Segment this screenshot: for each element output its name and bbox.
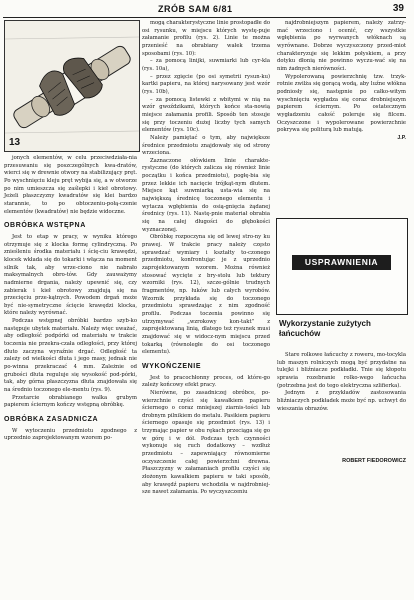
paragraph: Jest to pracochłonny proces, od które-go zależy końcowy efekt pracy. bbox=[142, 374, 270, 389]
paragraph: Podczas wstępnej obróbki bardzo szyb-ko następuje ubytek materiału. Należy więc uważać, aby odległość podpórki od materiału w trakcie toczenia nie przekra-czała odległości, przy której dłuto zaczyna wyraźnie drgać. Odległość ta zależy od wielkości dłuta i jego masy, jednak nie po-winna przekraczać 4 mm. Zależnie od grubości dłuta reguluje się wysokość pod-pórki, tak, aby górna płaszczyzna dłuta znajdowała się na średnio toczonego ele-mentu (rys. 9). bbox=[4, 318, 137, 394]
paragraph: najdrobniejszym papierem, należy zatrzy-mać wrzeciono i ocenić, czy wszystkie wgłębienia po wyrwanych włóknach są wyrównane. Dobrze wyczyszczony przed-miot charakteryzuje się lekkim połyskiem, a przy dotyku dłonią nie powinno wyczu-wać się na nim żadnych nierówności. bbox=[277, 20, 406, 72]
list-item: – za pomocą listewki z wbitymi w nią na wzór gwoździkami, których końce sta-nowią miejsce załamania profili. Sposób ten stosuje się przy toczeniu dużej liczby tych samych elementów (rys. 10c). bbox=[142, 96, 270, 134]
section-heading-wykonczenie: WYKOŃCZENIE bbox=[142, 362, 202, 370]
paragraph: W wytoczeniu przedmiotu zgodnego z uprzednio zaprojektowanym wzorem po- bbox=[4, 427, 137, 442]
paragraph: Zaznaczone ołówkiem linie charakte-rystyczne (do których zalicza się również linie początku i końca przedmiotu), pogłę-bia się przez lekkie ich nacięcie trójkąt-nym dłutem. Miejsce kąt suwmiarką usta-wia się na największą średnicę toczonego elementu i wytacza wgłębienia do osią-gnięcia żądanej średnicy (rys. 11). Nastę-pnie materiał obrabia się na całej długości do głębokości wyznaczonej. bbox=[142, 157, 270, 233]
column-1 bbox=[4, 155, 137, 443]
column-3 bbox=[277, 20, 406, 143]
paragraph: Stare rolkowe łańcuchy z roweru, mo-tocykla lub maszyn rolniczych mogą być przydatne na tulejki i bliźniacze podkładki. Tnie się kłopotu sprawia rozebranie rolko-wego łańcucha (potrzebna jest do tego elektryczna szlifierka). bbox=[277, 352, 406, 389]
paragraph: Wypolerowaną powierzchnię tzw. trzyk-rotnie zwilża się gorącą wodą, aby luźne włókna podniosły się, następnie po całko-witym wyschnięciu wygładza się coraz drobniejszym papierem ściernym. Po ostatecznym wygładzeniu całość poleruje się filcem. Oczyszczone i wypolerowane powierzchnie pokrywa się politurą lub matują. bbox=[277, 73, 406, 134]
paragraph: mogą charakterystyczne linie prostopadłe do osi rysunku, w miejscu których wystę-puje załamanie profilu (rys. 2). Linie te można przenieść na obrabiany wałek trzema sposobami (rys. 10): bbox=[142, 20, 270, 57]
usprawnienia-box bbox=[276, 218, 408, 315]
article-author: ROBERT FIEDOROWICZ bbox=[342, 458, 406, 464]
section-heading-obrobka-zasadnicza: OBRÓBKA ZASADNICZA bbox=[4, 416, 99, 423]
header-rule bbox=[3, 17, 406, 18]
list-item: – za pomocą linijki, suwmiarki lub cyr-kla (rys. 10a), bbox=[142, 58, 270, 72]
author-signature: J.P. bbox=[397, 134, 406, 141]
list-item: – przez zgięcie (po osi symetrii rysun-ku) kartki papieru, na której narysowany jest wzór (rys. 10b), bbox=[142, 73, 270, 95]
paragraph: Jednym z przykładów zastosowania bliźniaczych podkładek może być np. uchwyt do wieszania obrazów. bbox=[277, 390, 406, 412]
inset-article bbox=[277, 352, 406, 413]
article-title: Wykorzystanie zużytych łańcuchów bbox=[279, 319, 371, 338]
sanding-illustration bbox=[5, 21, 139, 151]
figure-13 bbox=[4, 20, 140, 152]
paragraph: Należy pamiętać o tym, aby największe średnice przedmiotu znajdowały się od strony wrzeciona. bbox=[142, 134, 270, 157]
section-banner: USPRAWNIENIA bbox=[292, 255, 391, 270]
paragraph: jonych elementów, w celu przeciwdziała-nia przesuwaniu się poszczególnych kwa-dratów, wierci się w drewnie otwory na stabilizujący pręt. Po wyschnięciu kleju pręt wybija się, a w otworze po nim umieszcza się zaślepki i kieł obrotowy. Jeżeli płaszczyzny kwadratów się klei bardzo starannie, to po obtoczeniu-połą-czenie elementów (kwadratów) nie będzie widoczne. bbox=[4, 155, 137, 215]
paragraph: Jest to etap w pracy, w wyniku którego otrzymuje się z klocka formę cylindryczną. Po znieśleniu środka materiału i ścię-ciu krawędzi, klocek wkłada się do tokarki i włącza na moment silnik tak, aby wrze-ciono nie nabrało maksymalnych obro-tów. Gdy zauważymy nadmierne drgania, należy upewnić się, czy zabierak i kieł obrotowy znajdują się na przecięciu prze-kątnych. Powodem drgań może być nie-symetryczne ścięcie krawędzi klocka, które należy wyrównać. bbox=[4, 233, 137, 317]
page-number: 39 bbox=[392, 3, 404, 14]
paragraph: Przetarcie obrabianego walka grubym papierem ściernym kończy wstępną obróbkę. bbox=[4, 394, 137, 409]
figure-number: 13 bbox=[9, 137, 21, 148]
magazine-title: ZRÓB SAM 6/81 bbox=[158, 4, 233, 14]
section-heading-obrobka-wstepna: OBRÓBKA WSTĘPNA bbox=[4, 222, 86, 230]
column-2 bbox=[142, 20, 270, 497]
paragraph: Obróbkę rozpoczyna się od lewej stro-ny ku prawej. W trakcie pracy należy często sprawdzać wymiary i kształty to-czonego przedmiotu, konfrontując je z uprzednio zaprojektowanym wzorem. Można również stosować wycięte z bry-stolu lub tektury wzorniki (rys. 12), szcze-gólnie trudnych fragmentów, np. łuków lub całych wyrobów. Wzornik przykłada się do toczonego przedmiotu sprawdzając z nim zgodność profilu. Podczas toczenia powinno się utrzymywać „wzrokowy kon-takt” z zaprojektowaną linią, dlatego też rysunek musi znajdować się w widocz-nym miejscu przed tokarką (równoległe do osi toczonego elementu). bbox=[142, 234, 270, 356]
paragraph: Nierówne, po zasadniczej obróbce, po-wierzchnie czyści się kawałkiem papieru ściernego o coraz mniejszej ziarnis-tości lub drobnym pilnikiem do metalu. Pasikiem papieru ściernego opasuje się przedmiot (rys. 13) i trzymając papier w obu rękach przeciąga się go w górę i w dół. Podczas tych czynności wykonuje się ruch dodatkowy – wzdłuż przedmiotu – zapewniający równomierne oczyszczenie całej powierzchni drewna. Płaszczyzny w załamaniach profilu czyści się złożonym kawałkiem papieru w taki sposób, aby krawędź papieru wchodziła w najdrobniej-sze nawet załamania. Po wyczyszczeniu bbox=[142, 389, 270, 496]
